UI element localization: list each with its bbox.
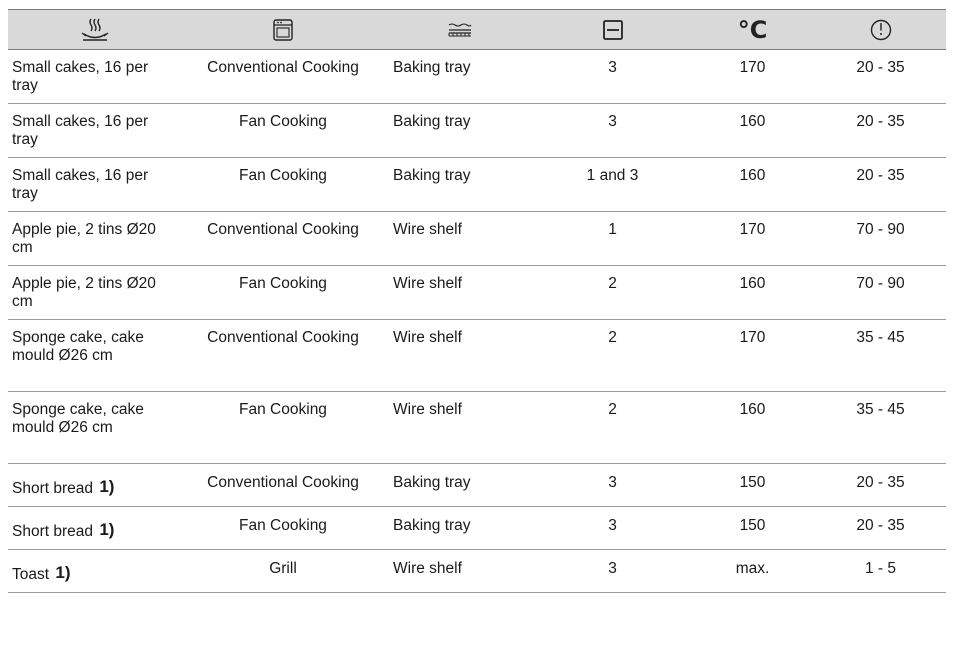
table-row — [8, 212, 946, 266]
table-row — [8, 392, 946, 464]
time-cell: 35 - 45 — [815, 392, 946, 464]
table-row — [8, 507, 946, 550]
function-cell: Conventional Cooking — [181, 50, 385, 104]
position-cell: 3 — [535, 464, 690, 507]
food-cell: Small cakes, 16 per tray — [8, 158, 181, 212]
temperature-cell: 150 — [690, 464, 815, 507]
food-cell: Sponge cake, cake mould Ø26 cm — [8, 320, 181, 392]
table-row — [8, 266, 946, 320]
food-cell — [8, 464, 181, 507]
temperature-cell: max. — [690, 550, 815, 593]
temperature-cell: 160 — [690, 104, 815, 158]
table-row — [8, 158, 946, 212]
function-cell: Grill — [181, 550, 385, 593]
food-cell: Small cakes, 16 per tray — [8, 50, 181, 104]
accessory-cell: Baking tray — [385, 158, 535, 212]
table-row — [8, 104, 946, 158]
position-column-header — [535, 10, 690, 50]
function-cell: Fan Cooking — [181, 507, 385, 550]
function-cell: Fan Cooking — [181, 158, 385, 212]
accessory-shelf-icon — [446, 21, 474, 39]
header-row — [8, 10, 946, 50]
function-column-header — [181, 10, 385, 50]
position-cell: 3 — [535, 50, 690, 104]
food-cell: Apple pie, 2 tins Ø20 cm — [8, 266, 181, 320]
accessory-cell: Wire shelf — [385, 212, 535, 266]
oven-function-icon — [272, 18, 294, 42]
time-cell: 20 - 35 — [815, 507, 946, 550]
temperature-cell: 170 — [690, 212, 815, 266]
position-cell: 3 — [535, 550, 690, 593]
temperature-column-header — [690, 10, 815, 50]
time-cell: 20 - 35 — [815, 50, 946, 104]
accessory-cell: Baking tray — [385, 50, 535, 104]
temperature-cell: 160 — [690, 266, 815, 320]
position-cell: 2 — [535, 392, 690, 464]
accessory-cell: Wire shelf — [385, 392, 535, 464]
food-label: Short bread — [12, 480, 93, 497]
time-cell: 70 - 90 — [815, 212, 946, 266]
food-label: Short bread — [12, 523, 93, 540]
time-cell: 20 - 35 — [815, 104, 946, 158]
food-column-header — [8, 10, 181, 50]
temperature-icon: °C — [737, 15, 768, 44]
time-clock-icon — [869, 18, 893, 42]
temperature-cell: 170 — [690, 50, 815, 104]
food-cell — [8, 507, 181, 550]
shelf-position-icon — [602, 19, 624, 41]
time-cell: 70 - 90 — [815, 266, 946, 320]
accessory-cell: Baking tray — [385, 507, 535, 550]
time-cell: 20 - 35 — [815, 464, 946, 507]
time-cell: 1 - 5 — [815, 550, 946, 593]
accessory-cell: Wire shelf — [385, 266, 535, 320]
time-cell: 20 - 35 — [815, 158, 946, 212]
time-cell: 35 - 45 — [815, 320, 946, 392]
accessory-cell: Wire shelf — [385, 320, 535, 392]
food-label: Toast — [12, 566, 50, 583]
function-cell: Fan Cooking — [181, 392, 385, 464]
function-cell: Conventional Cooking — [181, 464, 385, 507]
footnote-marker: 1) — [99, 477, 115, 496]
food-type-icon — [80, 17, 110, 43]
table-row — [8, 464, 946, 507]
function-cell: Conventional Cooking — [181, 320, 385, 392]
food-cell: Apple pie, 2 tins Ø20 cm — [8, 212, 181, 266]
accessory-cell: Wire shelf — [385, 550, 535, 593]
footnote-marker: 1) — [55, 563, 71, 582]
position-cell: 2 — [535, 320, 690, 392]
accessory-column-header — [385, 10, 535, 50]
position-cell: 1 — [535, 212, 690, 266]
temperature-cell: 170 — [690, 320, 815, 392]
temperature-cell: 160 — [690, 158, 815, 212]
position-cell: 2 — [535, 266, 690, 320]
temperature-cell: 160 — [690, 392, 815, 464]
temperature-cell: 150 — [690, 507, 815, 550]
footnote-marker: 1) — [99, 520, 115, 539]
function-cell: Fan Cooking — [181, 266, 385, 320]
food-cell — [8, 550, 181, 593]
accessory-cell: Baking tray — [385, 464, 535, 507]
time-column-header — [815, 10, 946, 50]
function-cell: Fan Cooking — [181, 104, 385, 158]
table-row — [8, 550, 946, 593]
accessory-cell: Baking tray — [385, 104, 535, 158]
table-row — [8, 320, 946, 392]
food-cell: Sponge cake, cake mould Ø26 cm — [8, 392, 181, 464]
food-cell: Small cakes, 16 per tray — [8, 104, 181, 158]
table-row — [8, 50, 946, 104]
position-cell: 3 — [535, 104, 690, 158]
position-cell: 3 — [535, 507, 690, 550]
position-cell: 1 and 3 — [535, 158, 690, 212]
function-cell: Conventional Cooking — [181, 212, 385, 266]
baking-table — [8, 9, 946, 593]
